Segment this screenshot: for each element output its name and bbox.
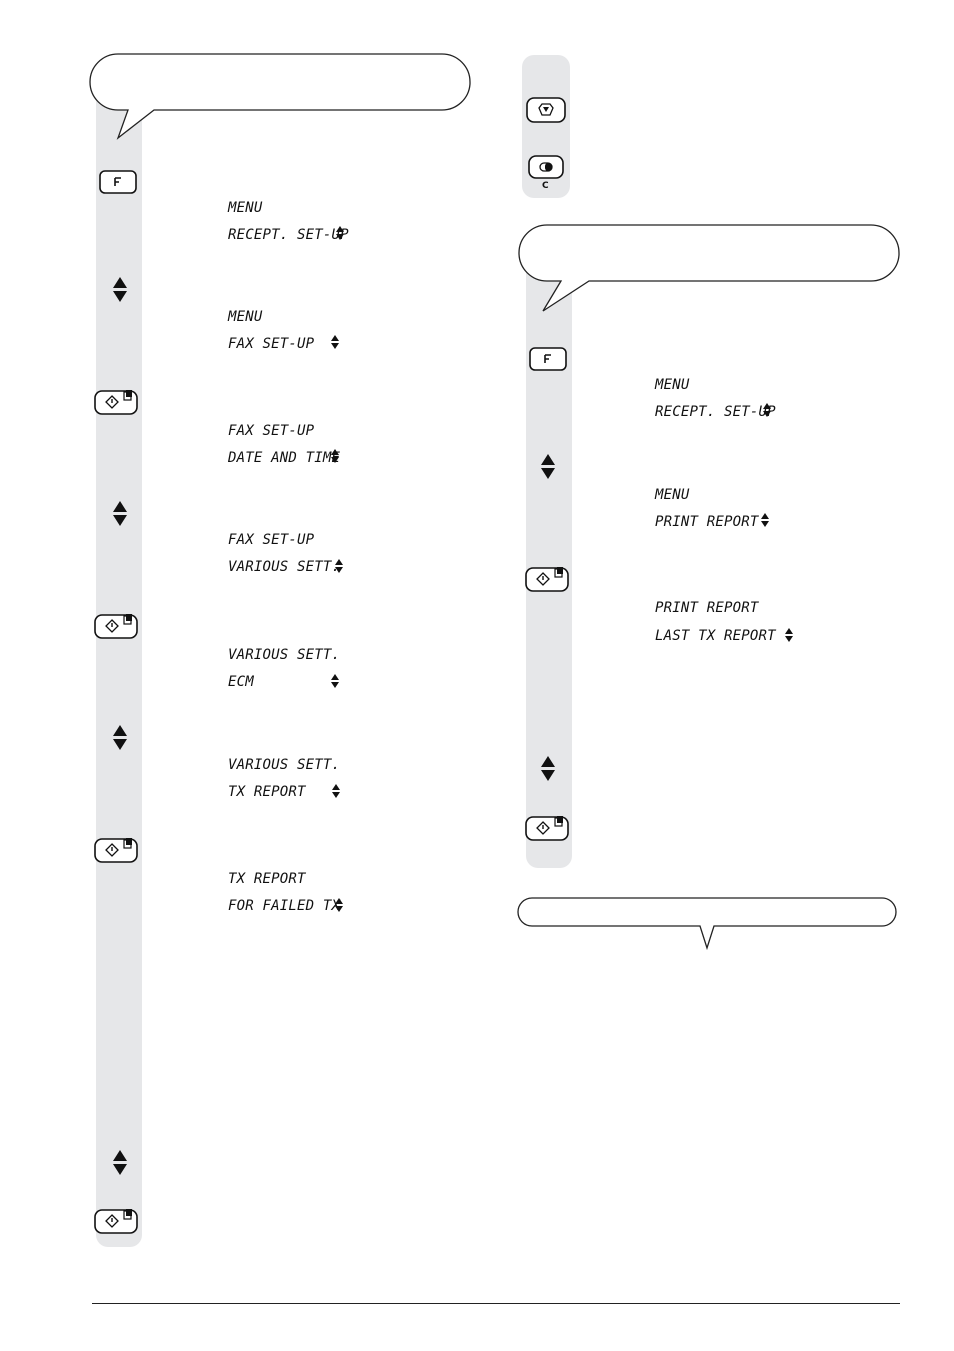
display-line: VARIOUS SETT.: [228, 559, 341, 575]
navigation-arrows-icon: [112, 501, 128, 527]
navigation-arrows-icon: [112, 1150, 128, 1176]
navigation-arrows-icon: [540, 756, 556, 782]
display-line: RECEPT. SET-UP: [228, 227, 349, 243]
display-line: MENU: [655, 377, 690, 393]
display-line: TX REPORT: [228, 871, 306, 887]
left-speech-bubble: [88, 52, 474, 144]
display-line: FAX SET-UP: [228, 532, 315, 548]
right-speech-bubble: [517, 223, 903, 317]
scroll-arrows-icon: [763, 403, 771, 417]
display-line: MENU: [228, 200, 263, 216]
scroll-arrows-icon: [331, 335, 339, 349]
scroll-arrows-icon: [332, 784, 340, 798]
scroll-arrows-icon: [336, 226, 344, 240]
start-key-icon: [94, 836, 138, 864]
left-step-rail: [96, 90, 142, 1247]
scroll-arrows-icon: [331, 674, 339, 688]
display-line: VARIOUS SETT.: [228, 757, 341, 773]
display-line: PRINT REPORT: [655, 600, 759, 616]
scroll-arrows-icon: [331, 449, 339, 463]
display-line: LAST TX REPORT: [655, 628, 776, 644]
display-line: DATE AND TIME: [228, 450, 341, 466]
navigation-arrows-icon: [540, 454, 556, 480]
footer-rule: [92, 1303, 900, 1304]
scroll-arrows-icon: [335, 559, 343, 573]
display-line: RECEPT. SET-UP: [655, 404, 776, 420]
start-key-icon: [525, 814, 569, 842]
start-key-icon: [94, 612, 138, 640]
scroll-arrows-icon: [335, 898, 343, 912]
note-bubble: [516, 896, 900, 952]
display-line: TX REPORT: [228, 784, 306, 800]
display-line: MENU: [655, 487, 690, 503]
display-line: FAX SET-UP: [228, 423, 315, 439]
clear-key-label: C: [542, 181, 549, 191]
scroll-arrows-icon: [761, 513, 769, 527]
stop-key-icon: [526, 97, 566, 123]
display-line: VARIOUS SETT.: [228, 647, 341, 663]
start-key-icon: [94, 388, 138, 416]
display-line: MENU: [228, 309, 263, 325]
navigation-arrows-icon: [112, 725, 128, 751]
display-line: FOR FAILED TX: [228, 898, 341, 914]
display-line: FAX SET-UP: [228, 336, 315, 352]
clear-key-icon: [528, 155, 564, 179]
scroll-arrows-icon: [785, 628, 793, 642]
display-line: PRINT REPORT: [655, 514, 759, 530]
function-key-icon: [99, 170, 137, 194]
navigation-arrows-icon: [112, 277, 128, 303]
display-line: ECM: [228, 674, 254, 690]
start-key-icon: [525, 565, 569, 593]
function-key-icon: [529, 347, 567, 371]
start-key-icon: [94, 1207, 138, 1235]
